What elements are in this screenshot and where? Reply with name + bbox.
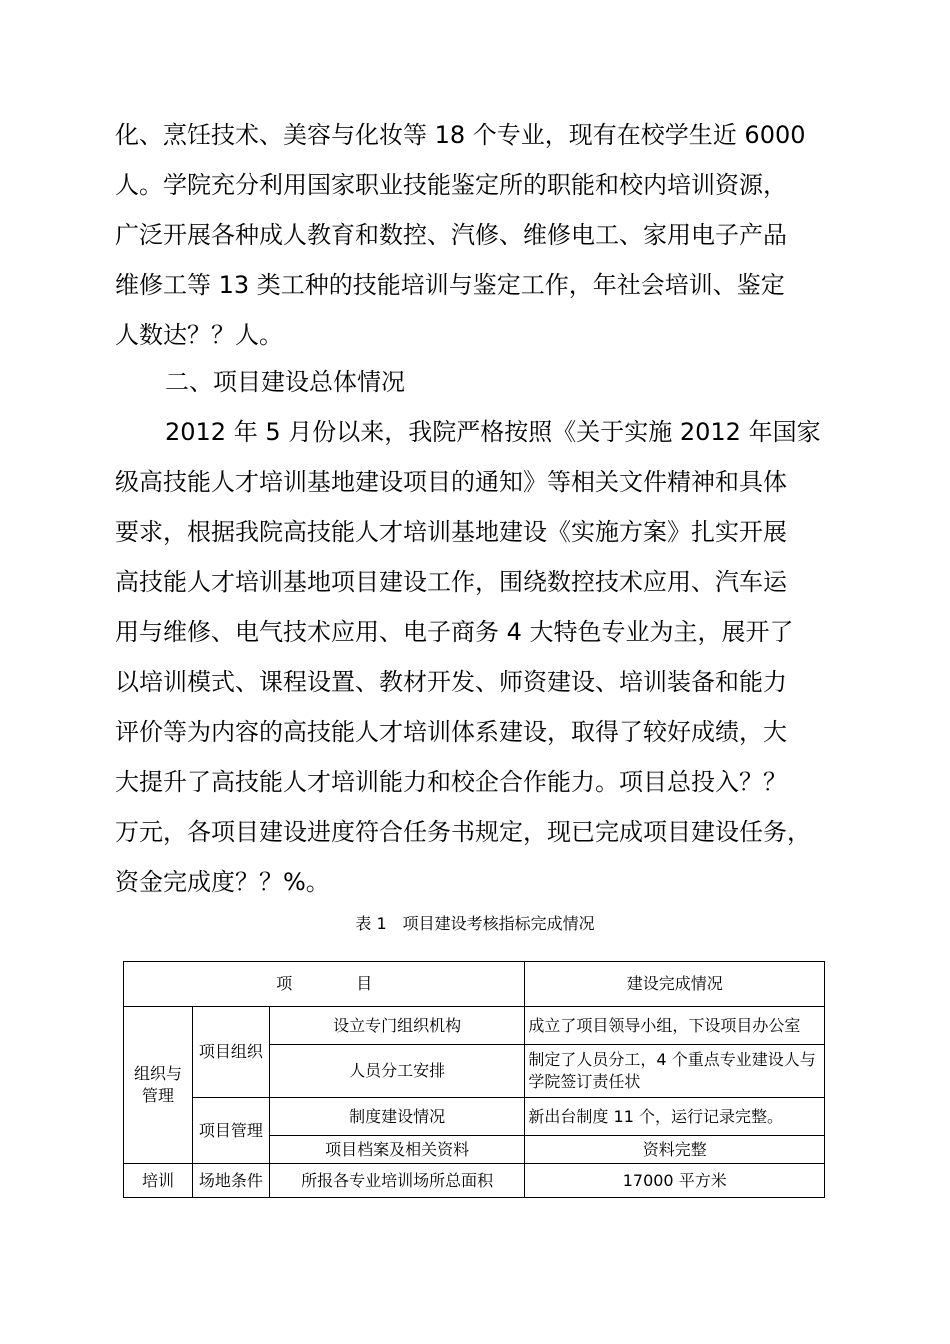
table-row bbox=[124, 1098, 825, 1136]
item-cell: 项目档案及相关资料 bbox=[269, 1136, 525, 1164]
item-cell: 所报各专业培训场所总面积 bbox=[269, 1164, 525, 1198]
assessment-table bbox=[123, 961, 825, 1198]
section-heading: 二、项目建设总体情况 bbox=[165, 368, 405, 396]
text-line: 评价等为内容的高技能人才培训体系建设，取得了较好成绩，大 bbox=[115, 718, 787, 746]
status-cell: 成立了项目领导小组，下设项目办公室 bbox=[525, 1007, 825, 1045]
text-line: 要求，根据我院高技能人才培训基地建设《实施方案》扎实开展 bbox=[115, 518, 787, 546]
table-caption: 表 1 项目建设考核指标完成情况 bbox=[355, 914, 595, 933]
table-row bbox=[124, 1164, 825, 1198]
sub-site-conditions: 场地条件 bbox=[192, 1164, 269, 1198]
status-cell: 制定了人员分工，4 个重点专业建设人与学院签订责任状 bbox=[525, 1045, 825, 1098]
text-line: 人数达？？人。 bbox=[115, 321, 283, 349]
status-cell: 17000 平方米 bbox=[525, 1164, 825, 1198]
text-line: 化、烹饪技术、美容与化妆等 18 个专业，现有在校学生近 6000 bbox=[115, 121, 806, 149]
paragraph-overview bbox=[115, 407, 825, 907]
text-line: 资金完成度？？%。 bbox=[115, 868, 330, 896]
item-cell: 人员分工安排 bbox=[269, 1045, 525, 1098]
table-row bbox=[124, 1007, 825, 1045]
group-training: 培训 bbox=[124, 1164, 193, 1198]
text-line: 高技能人才培训基地项目建设工作，围绕数控技术应用、汽车运 bbox=[115, 568, 787, 596]
status-cell: 新出台制度 11 个，运行记录完整。 bbox=[525, 1098, 825, 1136]
item-cell: 制度建设情况 bbox=[269, 1098, 525, 1136]
text-line: 级高技能人才培训基地建设项目的通知》等相关文件精神和具体 bbox=[115, 468, 787, 496]
text-line: 广泛开展各种成人教育和数控、汽修、维修电工、家用电子产品 bbox=[115, 221, 787, 249]
text-line: 以培训模式、课程设置、教材开发、师资建设、培训装备和能力 bbox=[115, 668, 787, 696]
item-cell: 设立专门组织机构 bbox=[269, 1007, 525, 1045]
header-status: 建设完成情况 bbox=[525, 962, 825, 1007]
text-line: 用与维修、电气技术应用、电子商务 4 大特色专业为主，展开了 bbox=[115, 618, 794, 646]
status-cell: 资料完整 bbox=[525, 1136, 825, 1164]
sub-project-management: 项目管理 bbox=[192, 1098, 269, 1164]
paragraph-intro bbox=[115, 110, 825, 360]
table-header-row bbox=[124, 962, 825, 1007]
sub-project-organization: 项目组织 bbox=[192, 1007, 269, 1098]
text-line: 大提升了高技能人才培训能力和校企合作能力。项目总投入？？ bbox=[115, 768, 787, 796]
group-org-management: 组织与管理 bbox=[124, 1007, 193, 1164]
text-line: 人。学院充分利用国家职业技能鉴定所的职能和校内培训资源， bbox=[115, 171, 787, 199]
text-line: 维修工等 13 类工种的技能培训与鉴定工作，年社会培训、鉴定 bbox=[115, 271, 785, 299]
text-line: 2012 年 5 月份以来，我院严格按照《关于实施 2012 年国家 bbox=[165, 418, 821, 446]
text-line: 万元，各项目建设进度符合任务书规定，现已完成项目建设任务， bbox=[115, 818, 811, 846]
header-item: 项 目 bbox=[124, 962, 525, 1007]
